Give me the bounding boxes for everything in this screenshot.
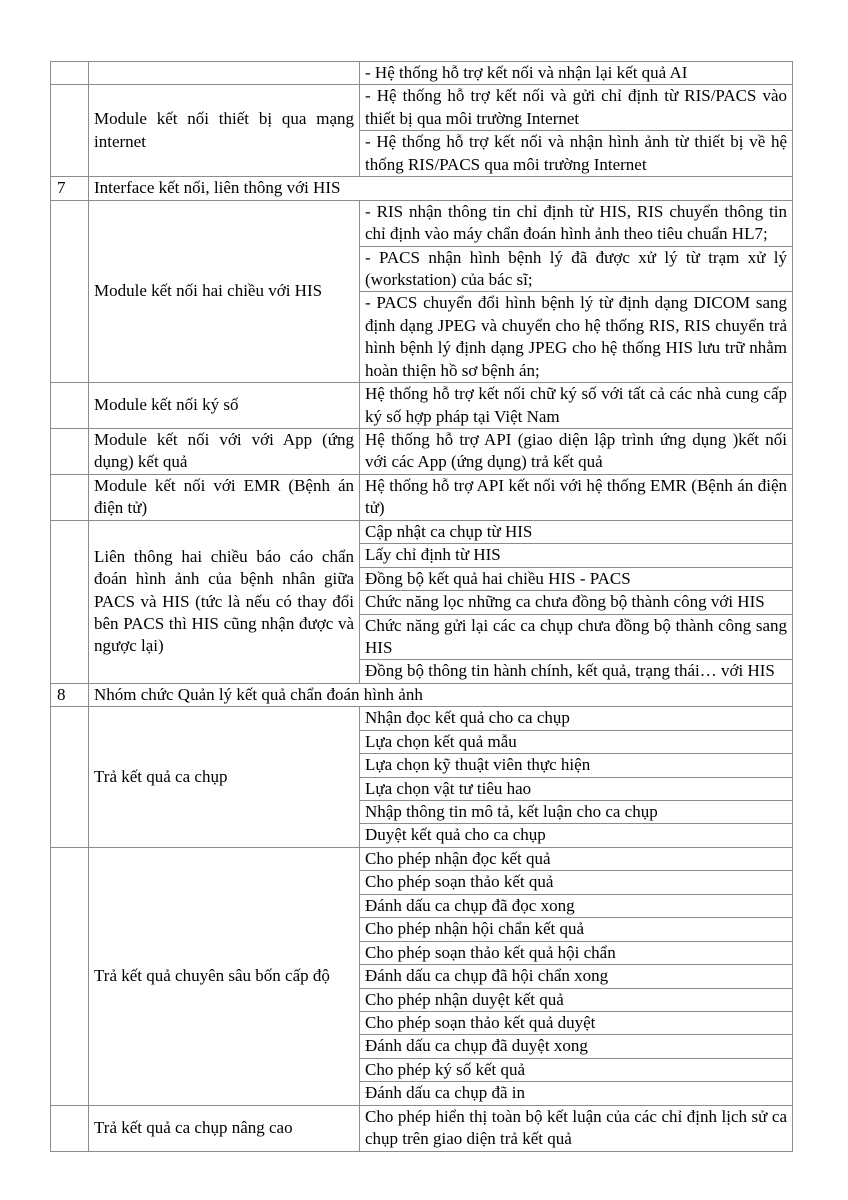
feature-item: - PACS chuyển đổi hình bệnh lý từ định dạng DICOM sang định dạng JPEG và chuyển cho hệ thống RIS, RIS chuyển trả hình bệnh lý định dạng JPEG cho hệ thống HIS lưu trữ nhằm hoàn thiện hồ sơ bệnh án; [360,291,792,382]
table-row [51,428,792,474]
feature-list-cell [360,707,792,847]
feature-list-cell [360,521,792,683]
row-number-cell [51,383,89,428]
table-row [51,1105,792,1151]
feature-item: Cho phép hiển thị toàn bộ kết luận của các chỉ định lịch sử ca chụp trên giao diện trả kết quả [365,1106,787,1149]
table-row [51,847,792,1105]
feature-item: - PACS nhận hình bệnh lý đã được xử lý từ trạm xử lý (workstation) của bác sĩ; [360,246,792,292]
table-row [51,382,792,428]
row-number-cell [51,62,89,84]
feature-item: Chức năng gửi lại các ca chụp chưa đồng bộ thành công sang HIS [360,614,792,660]
module-name-label: Liên thông hai chiều báo cáo chẩn đoán hình ảnh của bệnh nhân giữa PACS và HIS (tức là nếu có thay đổi bên PACS thì HIS cũng nhận được và ngược lại) [94,546,354,656]
feature-item: Cho phép nhận hội chẩn kết quả [360,917,792,940]
feature-item: Cho phép nhận duyệt kết quả [360,988,792,1011]
module-name-cell [89,848,360,1105]
table-row [51,62,792,84]
feature-item: Hệ thống hỗ trợ kết nối chữ ký số với tất cả các nhà cung cấp ký số hợp pháp tại Việt Nam [365,384,787,426]
specification-table [50,61,793,1152]
feature-list-cell [360,475,792,520]
feature-item: Đánh dấu ca chụp đã hội chẩn xong [360,964,792,987]
feature-item: Hệ thống hỗ trợ API (giao diện lập trình ứng dụng )kết nối với các App (ứng dụng) trả kết quả [365,430,787,472]
feature-item: Cập nhật ca chụp từ HIS [365,521,533,541]
module-name-cell [89,475,360,520]
feature-list-cell [360,62,792,84]
feature-item: Đánh dấu ca chụp đã đọc xong [360,894,792,917]
module-name-label: Module kết nối ký số [94,395,239,415]
table-row [51,520,792,683]
feature-item: Duyệt kết quả cho ca chụp [360,823,792,846]
feature-item: Đánh dấu ca chụp đã in [360,1081,792,1104]
feature-item: - Hệ thống hỗ trợ kết nối và nhận lại kết quả AI [365,63,688,82]
section-row [51,683,792,706]
feature-item: Cho phép soạn thảo kết quả hội chẩn [360,941,792,964]
feature-item: - RIS nhận thông tin chỉ định từ HIS, RIS chuyển thông tin chỉ định vào máy chẩn đoán hình ảnh theo tiêu chuẩn HL7; [365,201,787,244]
row-number-cell: 8 [51,684,89,706]
module-name-label: Module kết nối với với App (ứng dụng) kết quả [94,430,354,472]
feature-item: Chức năng lọc những ca chưa đồng bộ thành công với HIS [360,590,792,613]
feature-item: Lựa chọn vật tư tiêu hao [360,777,792,800]
module-name-label: Trả kết quả chuyên sâu bốn cấp độ [94,966,330,986]
feature-list-cell [360,201,792,383]
feature-list-cell [360,848,792,1105]
module-name-cell [89,521,360,683]
feature-item: Đồng bộ kết quả hai chiều HIS - PACS [360,567,792,590]
row-number-cell [51,848,89,1105]
module-name-label: Trả kết quả ca chụp nâng cao [94,1117,293,1137]
feature-list-cell [360,85,792,176]
module-name-label: Module kết nối hai chiều với HIS [94,281,323,301]
module-name-cell [89,429,360,474]
feature-item: - Hệ thống hỗ trợ kết nối và nhận hình ảnh từ thiết bị về hệ thống RIS/PACS qua môi trường Internet [360,130,792,176]
module-name-cell [89,383,360,428]
feature-item: Cho phép soạn thảo kết quả [360,870,792,893]
module-name-label: Trả kết quả ca chụp [94,766,228,786]
feature-item: Nhận đọc kết quả cho ca chụp [365,708,570,728]
module-name-label: Module kết nối thiết bị qua mạng internet [94,109,354,151]
row-number-cell [51,429,89,474]
feature-list-cell [360,1106,792,1151]
section-row [51,176,792,199]
feature-item: Nhập thông tin mô tả, kết luận cho ca chụp [360,800,792,823]
feature-item: Cho phép soạn thảo kết quả duyệt [360,1011,792,1034]
module-name-cell [89,707,360,847]
row-number-cell: 7 [51,177,89,199]
feature-item: Lựa chọn kết quả mẫu [360,730,792,753]
table-row [51,706,792,847]
feature-item: Cho phép nhận đọc kết quả [365,848,551,868]
feature-item: Hệ thống hỗ trợ API kết nối với hệ thống EMR (Bệnh án điện tử) [365,475,787,518]
module-name-cell [89,201,360,383]
row-number-cell [51,521,89,683]
feature-item: Lấy chỉ định từ HIS [360,543,792,566]
module-name-cell [89,1106,360,1151]
module-name-label: Module kết nối với EMR (Bệnh án điện tử) [94,475,354,518]
row-number-cell [51,475,89,520]
table-row [51,474,792,520]
feature-list-cell [360,383,792,428]
module-name-cell [89,85,360,176]
feature-list-cell [360,429,792,474]
table-row [51,200,792,383]
section-header-cell: Nhóm chức Quản lý kết quả chẩn đoán hình ảnh [94,684,423,704]
row-number-cell [51,1106,89,1151]
table-row [51,84,792,176]
module-name-cell [89,62,360,84]
row-number-cell [51,707,89,847]
feature-item: Đánh dấu ca chụp đã duyệt xong [360,1034,792,1057]
feature-item: Lựa chọn kỹ thuật viên thực hiện [360,753,792,776]
row-number-cell [51,85,89,176]
feature-item: Đồng bộ thông tin hành chính, kết quả, trạng thái… với HIS [360,659,792,682]
section-header-cell: Interface kết nối, liên thông với HIS [94,178,341,198]
row-number-cell [51,201,89,383]
feature-item: - Hệ thống hỗ trợ kết nối và gửi chỉ định từ RIS/PACS vào thiết bị qua môi trường Internet [365,86,787,128]
feature-item: Cho phép ký số kết quả [360,1058,792,1081]
